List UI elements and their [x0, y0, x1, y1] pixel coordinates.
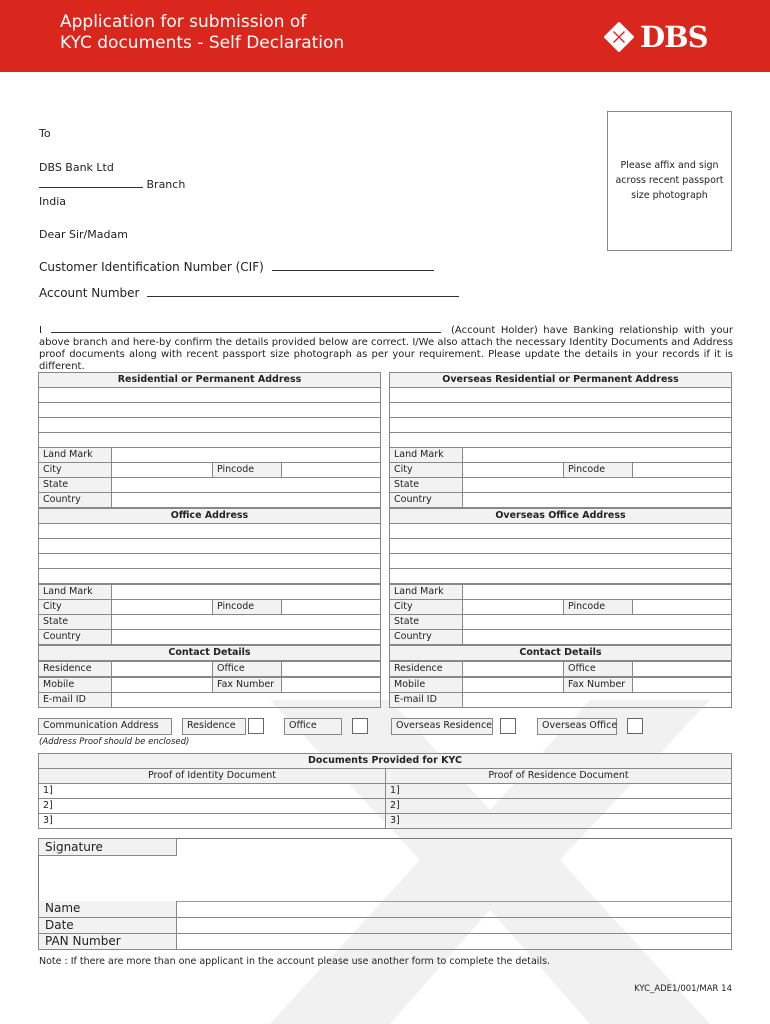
ovres-city-label: City [389, 462, 463, 478]
off-state-input[interactable] [111, 614, 381, 630]
name-input[interactable] [176, 901, 732, 918]
identity-doc-row-2[interactable]: 2] [38, 798, 386, 814]
ovcon-mobile-label: Mobile [389, 677, 463, 693]
ovoff-pincode-input[interactable] [632, 599, 732, 615]
branch-line [39, 177, 185, 191]
con-residence-input[interactable] [111, 661, 213, 677]
residential-line-2[interactable] [38, 402, 381, 418]
comm-residence-label: Residence [182, 718, 246, 735]
form-code: KYC_ADE1/001/MAR 14 [634, 984, 732, 994]
ovoff-state-input[interactable] [462, 614, 732, 630]
office-header: Office Address [38, 508, 381, 524]
declaration-paragraph [39, 322, 733, 373]
photo-line-3: size photograph [631, 190, 708, 201]
con-residence-label: Residence [38, 661, 112, 677]
office-line-2[interactable] [38, 538, 381, 554]
res-city-label: City [38, 462, 112, 478]
ovoff-country-label: Country [389, 629, 463, 645]
to-label: To [39, 127, 51, 140]
overseas-office-header: Overseas Office Address [389, 508, 732, 524]
residential-line-1[interactable] [38, 387, 381, 403]
office-line-4[interactable] [38, 568, 381, 584]
con-email-input[interactable] [111, 692, 381, 708]
signature-area[interactable] [39, 856, 731, 901]
ov-residential-line-1[interactable] [389, 387, 732, 403]
off-landmark-label: Land Mark [38, 584, 112, 600]
contact-header: Contact Details [38, 645, 381, 661]
ov-residential-line-3[interactable] [389, 417, 732, 433]
ov-office-line-4[interactable] [389, 568, 732, 584]
ovres-landmark-input[interactable] [462, 447, 732, 463]
name-label: Name [38, 901, 177, 918]
ovcon-residence-input[interactable] [462, 661, 564, 677]
ovcon-fax-input[interactable] [632, 677, 732, 693]
ovoff-landmark-input[interactable] [462, 584, 732, 600]
title-line-1: Application for submission of [60, 12, 307, 32]
con-office-input[interactable] [281, 661, 381, 677]
ovres-country-input[interactable] [462, 492, 732, 508]
country-india: India [39, 195, 66, 208]
documents-header: Documents Provided for KYC [38, 753, 732, 769]
photo-line-2: across recent passport [615, 175, 724, 186]
overseas-contact-header: Contact Details [389, 645, 732, 661]
res-landmark-label: Land Mark [38, 447, 112, 463]
proof-residence-header: Proof of Residence Document [385, 768, 732, 784]
con-fax-input[interactable] [281, 677, 381, 693]
account-input[interactable] [147, 286, 459, 297]
ovcon-email-label: E-mail ID [389, 692, 463, 708]
ovres-country-label: Country [389, 492, 463, 508]
residential-line-3[interactable] [38, 417, 381, 433]
ovoff-state-label: State [389, 614, 463, 630]
res-city-input[interactable] [111, 462, 213, 478]
salutation: Dear Sir/Madam [39, 228, 128, 241]
ov-residential-line-2[interactable] [389, 402, 732, 418]
overseas-residential-header: Overseas Residential or Permanent Address [389, 372, 732, 388]
ov-office-line-1[interactable] [389, 523, 732, 539]
ov-office-line-2[interactable] [389, 538, 732, 554]
off-country-input[interactable] [111, 629, 381, 645]
comm-office-label: Office [284, 718, 342, 735]
con-email-label: E-mail ID [38, 692, 112, 708]
off-city-label: City [38, 599, 112, 615]
identity-doc-row-3[interactable]: 3] [38, 813, 386, 829]
res-country-label: Country [38, 492, 112, 508]
ovoff-pincode-label: Pincode [563, 599, 633, 615]
ovcon-office-label: Office [563, 661, 633, 677]
ovoff-city-label: City [389, 599, 463, 615]
declaration-text: (Account Holder) have Banking relationship with your above branch and here-by confirm the details provided below are correct. I/We also attach the necessary Identity Documents and Address proof documents along with recent passport size photograph as per your requirement. Please update the details in your records if it is different. [39, 325, 733, 372]
address-proof-note: (Address Proof should be enclosed) [39, 737, 190, 747]
ovcon-email-input[interactable] [462, 692, 732, 708]
ov-office-line-3[interactable] [389, 553, 732, 569]
bank-name: DBS Bank Ltd [39, 161, 114, 174]
ovcon-residence-label: Residence [389, 661, 463, 677]
res-landmark-input[interactable] [111, 447, 381, 463]
ov-residential-line-4[interactable] [389, 432, 732, 448]
photo-instructions [607, 158, 732, 203]
ovcon-mobile-input[interactable] [462, 677, 564, 693]
con-mobile-input[interactable] [111, 677, 213, 693]
identity-doc-row-1[interactable]: 1] [38, 783, 386, 799]
ovres-state-input[interactable] [462, 477, 732, 493]
office-line-1[interactable] [38, 523, 381, 539]
residence-doc-row-2[interactable]: 2] [385, 798, 732, 814]
date-label: Date [38, 917, 177, 934]
photo-line-1: Please affix and sign [620, 160, 719, 171]
cif-input[interactable] [272, 260, 434, 271]
date-input[interactable] [176, 917, 732, 934]
ovcon-office-input[interactable] [632, 661, 732, 677]
account-line [39, 286, 459, 300]
page-title [60, 12, 344, 54]
dbs-logo [604, 20, 708, 54]
account-label: Account Number [39, 286, 140, 300]
res-state-label: State [38, 477, 112, 493]
pan-label: PAN Number [38, 933, 177, 950]
comm-overseas-residence-label: Overseas Residence [391, 718, 493, 735]
res-country-input[interactable] [111, 492, 381, 508]
con-mobile-label: Mobile [38, 677, 112, 693]
ovoff-city-input[interactable] [462, 599, 564, 615]
ovres-pincode-label: Pincode [563, 462, 633, 478]
residential-header: Residential or Permanent Address [38, 372, 381, 388]
logo-text: DBS [640, 20, 708, 54]
con-office-label: Office [212, 661, 282, 677]
cif-line [39, 260, 434, 274]
off-country-label: Country [38, 629, 112, 645]
communication-address-label: Communication Address [38, 718, 172, 735]
branch-blank[interactable] [39, 177, 143, 188]
ovres-city-input[interactable] [462, 462, 564, 478]
ovres-landmark-label: Land Mark [389, 447, 463, 463]
ovoff-landmark-label: Land Mark [389, 584, 463, 600]
proof-identity-header: Proof of Identity Document [38, 768, 386, 784]
residence-doc-row-3[interactable]: 3] [385, 813, 732, 829]
dbs-star-icon [604, 22, 634, 52]
pan-input[interactable] [176, 933, 732, 950]
comm-overseas-office-label: Overseas Office [537, 718, 617, 735]
off-pincode-input[interactable] [281, 599, 381, 615]
signature-label: Signature [38, 838, 177, 856]
ovcon-fax-label: Fax Number [563, 677, 633, 693]
off-pincode-label: Pincode [212, 599, 282, 615]
res-state-input[interactable] [111, 477, 381, 493]
account-holder-input[interactable] [51, 322, 441, 333]
res-pincode-input[interactable] [281, 462, 381, 478]
declaration-prefix: I [39, 325, 42, 336]
cif-label: Customer Identification Number (CIF) [39, 260, 264, 274]
residential-line-4[interactable] [38, 432, 381, 448]
residence-doc-row-1[interactable]: 1] [385, 783, 732, 799]
comm-office-checkbox[interactable] [352, 718, 368, 734]
off-landmark-input[interactable] [111, 584, 381, 600]
title-line-2: KYC documents - Self Declaration [60, 33, 345, 53]
branch-label: Branch [146, 178, 186, 191]
comm-overseas-office-checkbox[interactable] [627, 718, 643, 734]
ovres-pincode-input[interactable] [632, 462, 732, 478]
off-city-input[interactable] [111, 599, 213, 615]
comm-residence-checkbox[interactable] [248, 718, 264, 734]
comm-overseas-residence-checkbox[interactable] [500, 718, 516, 734]
con-fax-label: Fax Number [212, 677, 282, 693]
ovres-state-label: State [389, 477, 463, 493]
footer-note: Note : If there are more than one applicant in the account please use another form to complete the details. [39, 956, 551, 967]
res-pincode-label: Pincode [212, 462, 282, 478]
off-state-label: State [38, 614, 112, 630]
office-line-3[interactable] [38, 553, 381, 569]
ovoff-country-input[interactable] [462, 629, 732, 645]
